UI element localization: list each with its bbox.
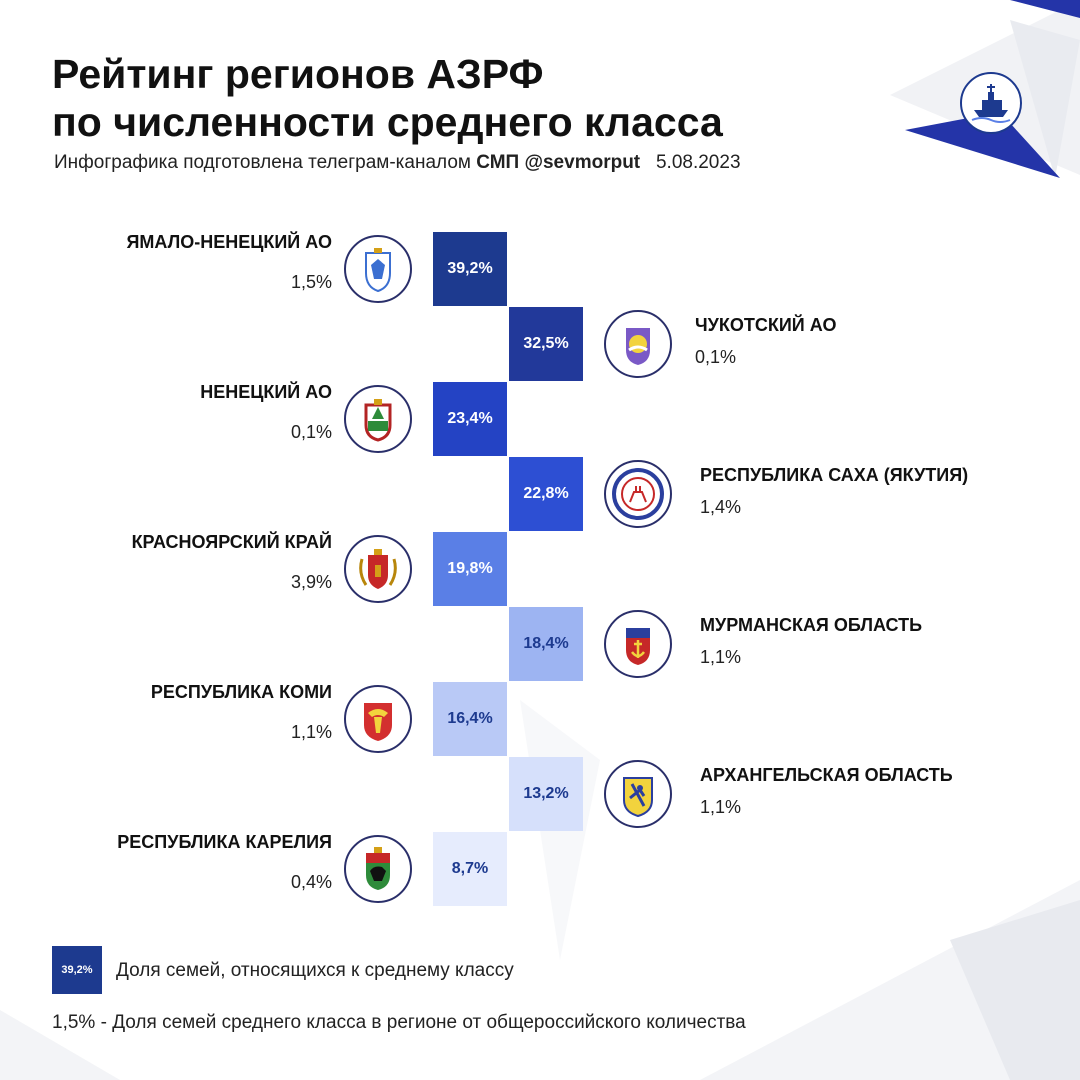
region-name-8: РЕСПУБЛИКА КАРЕЛИЯ xyxy=(117,832,332,852)
page-title xyxy=(52,50,723,146)
krasnoyarsk-emblem-icon xyxy=(344,535,412,603)
region-share-0: 1,5% xyxy=(290,272,332,292)
value-label-4: 19,8% xyxy=(447,560,493,577)
value-bar-1 xyxy=(509,307,583,381)
region-name-2: НЕНЕЦКИЙ АО xyxy=(200,382,332,402)
subtitle-date: 5.08.2023 xyxy=(655,152,741,173)
value-bar-0 xyxy=(433,232,507,306)
region-name-3: РЕСПУБЛИКА САХА (ЯКУТИЯ) xyxy=(700,465,969,485)
sakha-emblem-icon xyxy=(604,460,672,528)
value-bar-4 xyxy=(433,532,507,606)
value-bar-2 xyxy=(433,382,507,456)
value-label-7: 13,2% xyxy=(523,785,569,802)
region-share-2: 0,1% xyxy=(290,422,332,442)
subtitle-brand: СМП @sevmorput xyxy=(476,152,641,173)
region-share-6: 1,1% xyxy=(290,722,332,742)
region-name-4: КРАСНОЯРСКИЙ КРАЙ xyxy=(131,532,332,552)
chukotka-emblem-icon xyxy=(604,310,672,378)
subtitle-prefix: Инфографика подготовлена телеграм-каналом xyxy=(54,152,471,173)
value-label-1: 32,5% xyxy=(523,335,569,352)
value-label-2: 23,4% xyxy=(447,410,493,427)
legend-value-description: Доля семей, относящихся к среднему классу xyxy=(116,960,514,981)
legend-swatch-label: 39,2% xyxy=(61,964,93,976)
value-bar-3 xyxy=(509,457,583,531)
region-share-3: 1,4% xyxy=(700,497,742,517)
region-share-8: 0,4% xyxy=(290,872,332,892)
yamal-emblem-icon xyxy=(344,235,412,303)
nenets-emblem-icon xyxy=(344,385,412,453)
murmansk-emblem-icon xyxy=(604,610,672,678)
icebreaker-logo-icon xyxy=(960,72,1022,134)
karelia-emblem-icon xyxy=(344,835,412,903)
value-label-6: 16,4% xyxy=(447,710,493,727)
legend-swatch xyxy=(52,946,102,994)
title-line-1: Рейтинг регионов АЗРФ xyxy=(52,51,544,97)
value-bar-6 xyxy=(433,682,507,756)
title-line-2: по численности среднего класса xyxy=(52,99,723,145)
arkhangelsk-emblem-icon xyxy=(604,760,672,828)
value-label-3: 22,8% xyxy=(523,485,569,502)
region-share-5: 1,1% xyxy=(700,647,742,667)
region-name-5: МУРМАНСКАЯ ОБЛАСТЬ xyxy=(700,615,923,635)
value-bar-5 xyxy=(509,607,583,681)
region-name-1: ЧУКОТСКИЙ АО xyxy=(695,315,837,335)
value-label-0: 39,2% xyxy=(447,260,493,277)
value-bar-7 xyxy=(509,757,583,831)
region-name-0: ЯМАЛО-НЕНЕЦКИЙ АО xyxy=(126,232,332,252)
legend-share-description: 1,5% - Доля семей среднего класса в регионе от общероссийского количества xyxy=(52,1012,746,1033)
region-name-6: РЕСПУБЛИКА КОМИ xyxy=(150,682,332,702)
value-bar-8 xyxy=(433,832,507,906)
value-label-8: 8,7% xyxy=(451,860,489,877)
region-name-7: АРХАНГЕЛЬСКАЯ ОБЛАСТЬ xyxy=(700,765,953,785)
komi-emblem-icon xyxy=(344,685,412,753)
subtitle xyxy=(54,152,741,174)
value-label-5: 18,4% xyxy=(523,635,569,652)
region-share-4: 3,9% xyxy=(290,572,332,592)
region-share-7: 1,1% xyxy=(700,797,742,817)
region-share-1: 0,1% xyxy=(695,347,737,367)
